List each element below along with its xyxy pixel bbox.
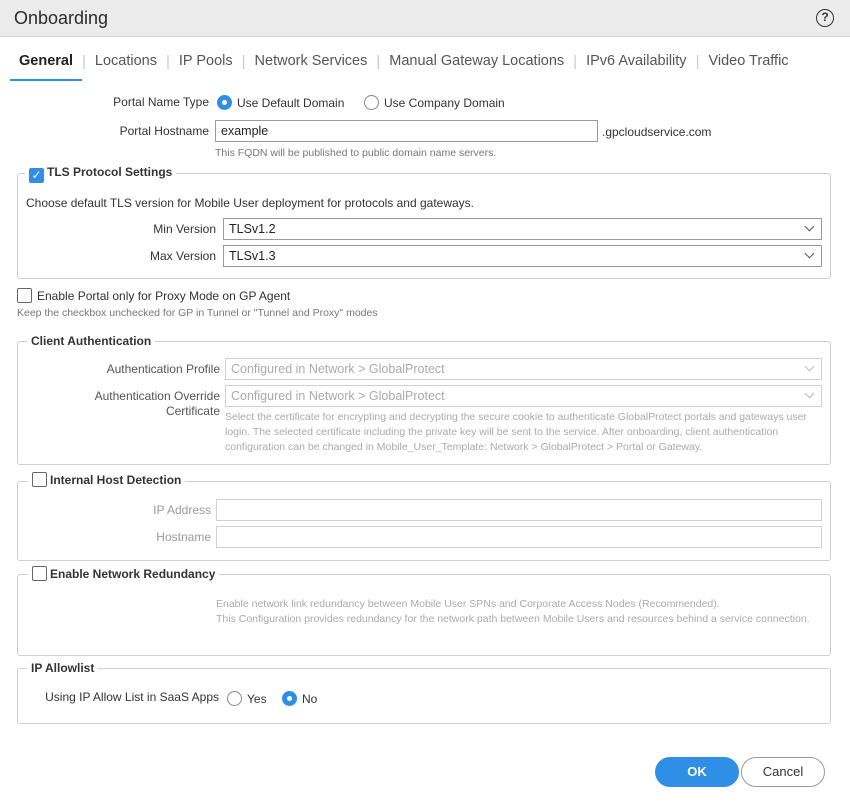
chevron-down-icon [805,362,815,372]
auth-override-value: Configured in Network > GlobalProtect [231,389,445,403]
ip-address-label: IP Address [153,503,211,517]
internal-host-legend-label: Internal Host Detection [50,473,182,487]
network-redundancy-desc-2: This Configuration provides redundancy for the network path between Mobile Users and resources behind a service connection. [216,613,810,625]
auth-profile-label: Authentication Profile [106,362,220,376]
radio-allowlist-no-label: No [302,692,318,706]
internal-host-legend [28,472,185,487]
auth-override-label-line2: Certificate [165,404,220,418]
chevron-down-icon [805,249,815,259]
auth-override-label-line1: Authentication Override [94,389,220,403]
network-redundancy-legend [28,566,219,581]
tab-general[interactable]: General [10,53,82,81]
tab-separator: | [573,53,578,70]
radio-allowlist-no[interactable] [282,691,297,706]
tab-separator: | [695,53,700,70]
ip-allowlist-legend: IP Allowlist [27,661,98,675]
radio-use-default-domain[interactable] [217,95,232,110]
chevron-down-icon [805,389,815,399]
network-redundancy-desc-1: Enable network link redundancy between Mobile User SPNs and Corporate Access Nodes (Recommended). [216,598,720,610]
ip-allowlist-label: Using IP Allow List in SaaS Apps [45,690,219,704]
proxy-mode-label: Enable Portal only for Proxy Mode on GP Agent [37,289,291,303]
auth-profile-value: Configured in Network > GlobalProtect [231,362,445,376]
cancel-button[interactable]: Cancel [741,757,825,787]
tab-separator: | [165,53,170,70]
ok-button[interactable]: OK [655,757,739,787]
tab-separator: | [82,53,86,70]
tab-ip-pools[interactable]: IP Pools [178,53,233,69]
ip-address-input [216,499,822,521]
tls-settings-checkbox[interactable]: ✓ [29,168,44,183]
chevron-down-icon [805,222,815,232]
portal-hostname-suffix: .gpcloudservice.com [602,125,712,139]
proxy-mode-checkbox[interactable] [17,288,32,303]
help-icon[interactable]: ? [816,9,834,27]
tab-locations[interactable]: Locations [94,53,157,69]
auth-override-select [225,385,822,407]
internal-host-checkbox[interactable] [32,472,47,487]
portal-hostname-input[interactable]: example [215,120,598,142]
max-version-label: Max Version [149,249,216,263]
client-auth-legend: Client Authentication [27,334,155,348]
tab-separator: | [376,53,381,70]
network-redundancy-checkbox[interactable] [32,566,47,581]
auth-profile-select [225,358,822,380]
tab-network-services[interactable]: Network Services [254,53,368,69]
portal-name-type-label: Portal Name Type [113,95,209,109]
tab-manual-gateway-locations[interactable]: Manual Gateway Locations [389,53,565,69]
hostname-input [216,526,822,548]
tab-ipv6-availability[interactable]: IPv6 Availability [586,53,687,69]
tab-separator: | [241,53,246,70]
radio-use-company-domain[interactable] [364,95,379,110]
tls-description: Choose default TLS version for Mobile User deployment for protocols and gateways. [26,196,475,210]
radio-use-default-domain-label: Use Default Domain [237,96,345,110]
max-version-select[interactable] [223,245,822,267]
min-version-label: Min Version [153,222,216,236]
tls-settings-legend [25,165,176,183]
min-version-value: TLSv1.2 [229,222,276,236]
tab-video-traffic[interactable]: Video Traffic [708,53,789,69]
dialog-titlebar [0,0,850,37]
portal-hostname-hint: This FQDN will be published to public domain name servers. [215,147,497,159]
auth-override-hint: Select the certificate for encrypting and decrypting the secure cookie to authenticate GlobalProtect portals and gateways user login. The selected certificate including the private key will be sent to the service. After onboarding, client authentication configuration can be changed in Mobile_User_Template: Network > GlobalProtect > Portal or Gateway. [225,411,807,453]
radio-allowlist-yes-label: Yes [247,692,267,706]
hostname-label: Hostname [156,530,211,544]
min-version-select[interactable] [223,218,822,240]
radio-allowlist-yes[interactable] [227,691,242,706]
radio-use-company-domain-label: Use Company Domain [384,96,505,110]
tab-bar [10,53,798,81]
proxy-mode-hint: Keep the checkbox unchecked for GP in Tunnel or "Tunnel and Proxy" modes [17,307,378,319]
tls-settings-legend-label: TLS Protocol Settings [47,165,173,179]
internal-host-group [17,481,831,561]
dialog-title: Onboarding [14,8,109,28]
portal-hostname-label: Portal Hostname [119,124,209,138]
network-redundancy-legend-label: Enable Network Redundancy [50,567,216,581]
max-version-value: TLSv1.3 [229,249,276,263]
